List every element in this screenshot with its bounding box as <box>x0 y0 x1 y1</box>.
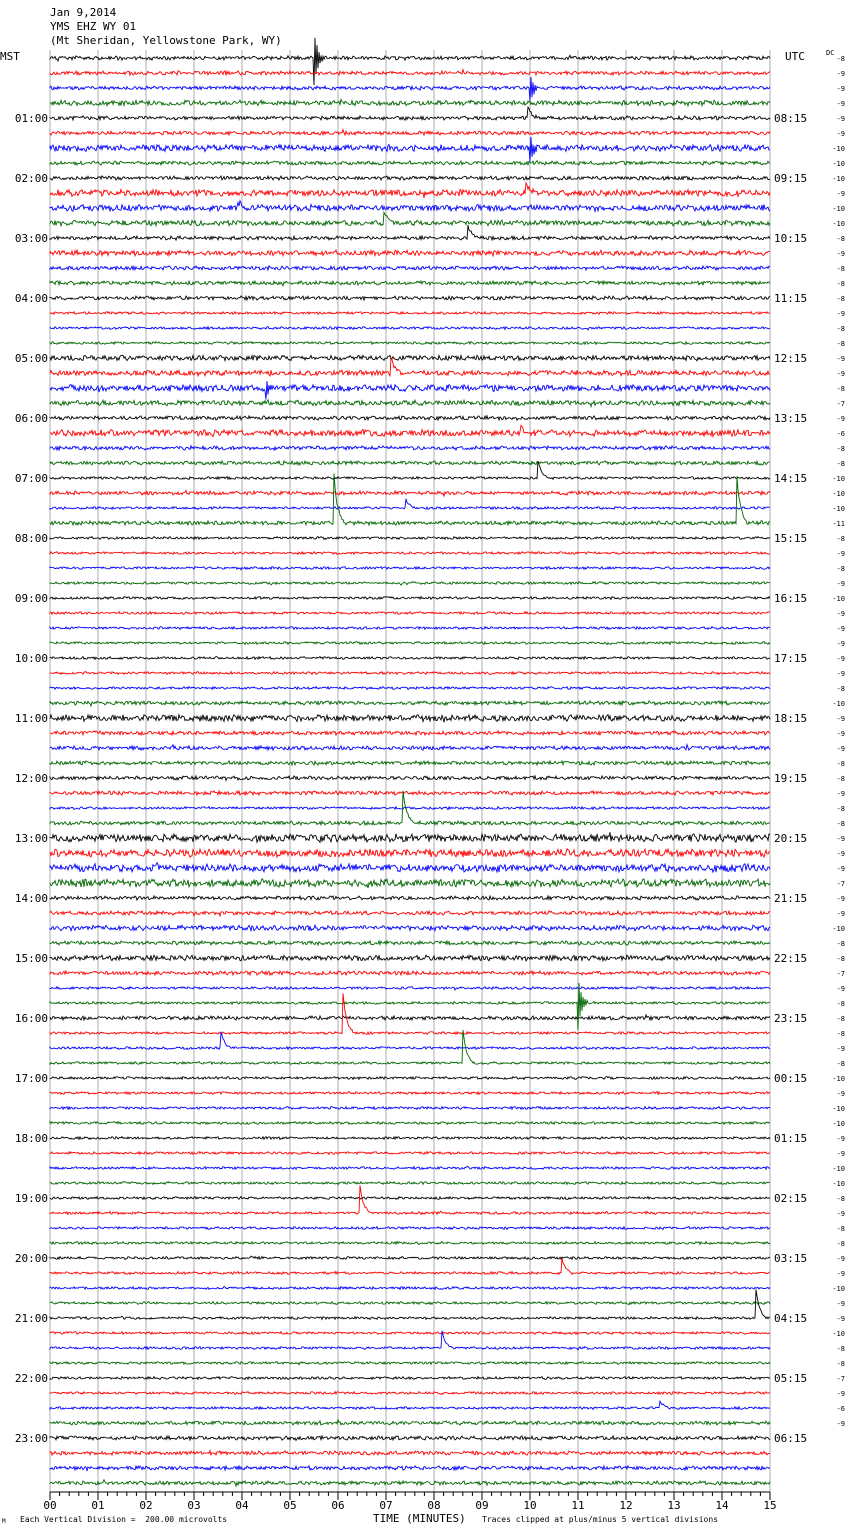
left-hour-label: 16:00 <box>14 1012 48 1025</box>
dc-offset-label: -9 <box>836 250 845 258</box>
trace-line <box>50 1256 770 1259</box>
dc-offset-label: -9 <box>836 1300 845 1308</box>
trace-line <box>50 1107 770 1110</box>
trace-line <box>50 1451 770 1456</box>
right-hour-label: 09:15 <box>774 172 808 185</box>
trace-line <box>50 627 770 630</box>
trace-line <box>50 642 770 645</box>
trace-line <box>50 715 770 723</box>
dc-offset-label: -9 <box>836 625 845 633</box>
dc-offset-label: -8 <box>836 385 845 393</box>
dc-offset-label: -10 <box>832 1120 845 1128</box>
trace-line <box>50 161 770 165</box>
trace-line <box>50 1015 770 1020</box>
left-hour-label: 13:00 <box>14 832 48 845</box>
dc-offset-label: -9 <box>836 580 845 588</box>
left-hour-label: 20:00 <box>14 1252 48 1265</box>
dc-offset-label: -8 <box>836 775 845 783</box>
right-hour-label: 18:15 <box>774 712 808 725</box>
trace-line <box>50 137 770 162</box>
dc-offset-label: -9 <box>836 670 845 678</box>
right-hour-label: 17:15 <box>774 652 808 665</box>
trace-line <box>50 100 770 106</box>
dc-offset-label: -8 <box>836 55 845 63</box>
dc-offset-label: -9 <box>836 850 845 858</box>
dc-offset-label: -8 <box>836 340 845 348</box>
trace-line <box>50 461 770 465</box>
trace-line <box>50 955 770 961</box>
minute-grid <box>50 50 770 1492</box>
trace-line <box>50 1227 770 1230</box>
dc-offset-label: -10 <box>832 1075 845 1083</box>
dc-offset-label: -10 <box>832 925 845 933</box>
trace-line <box>50 342 770 345</box>
right-hour-label: 23:15 <box>774 1012 808 1025</box>
dc-offset-label: -10 <box>832 490 845 498</box>
right-hour-label: 13:15 <box>774 412 808 425</box>
x-tick-label: 15 <box>763 1499 777 1512</box>
trace-line <box>50 70 770 76</box>
dc-offset-label: -8 <box>836 955 845 963</box>
time-axis <box>43 1492 776 1512</box>
dc-offset-label: -8 <box>836 295 845 303</box>
dc-offset-label: -10 <box>832 1180 845 1188</box>
trace-line <box>50 1197 770 1200</box>
left-hour-label: 08:00 <box>14 532 48 545</box>
dc-offset-label: -8 <box>836 805 845 813</box>
trace-line <box>50 552 770 555</box>
trace-line <box>50 1186 770 1215</box>
x-tick-label: 13 <box>667 1499 681 1512</box>
dc-offset-label: -8 <box>836 565 845 573</box>
dc-offset-label: -7 <box>836 970 845 978</box>
right-hour-label: 21:15 <box>774 892 808 905</box>
trace-line <box>50 807 770 810</box>
dc-offset-label: -9 <box>836 745 845 753</box>
trace-line <box>50 1077 770 1080</box>
dc-offset-label: -8 <box>836 460 845 468</box>
dc-offset-label: -9 <box>836 1315 845 1323</box>
seismic-traces <box>50 38 770 1486</box>
dc-offset-label: -8 <box>836 1225 845 1233</box>
trace-line <box>50 687 770 690</box>
dc-offset-label: -10 <box>832 700 845 708</box>
dc-offset-label: -9 <box>836 355 845 363</box>
right-hour-label: 03:15 <box>774 1252 808 1265</box>
x-tick-label: 01 <box>91 1499 105 1512</box>
right-hour-label: 08:15 <box>774 112 808 125</box>
trace-line <box>50 400 770 407</box>
trace-line <box>50 657 770 660</box>
dc-offset-label: -9 <box>836 865 845 873</box>
trace-line <box>50 107 770 120</box>
left-hour-label: 03:00 <box>14 232 48 245</box>
trace-line <box>50 355 770 361</box>
left-timezone-label: MST <box>0 50 20 63</box>
right-hour-label: 15:15 <box>774 532 808 545</box>
trace-line <box>50 612 770 615</box>
trace-line <box>50 176 770 180</box>
dc-offset-label: -10 <box>832 1105 845 1113</box>
dc-offset-label: -9 <box>836 550 845 558</box>
dc-offset-label: -9 <box>836 610 845 618</box>
left-hour-label: 15:00 <box>14 952 48 965</box>
dc-offset-label: -8 <box>836 280 845 288</box>
scale-note: Each Vertical Division = 200.00 microvolts <box>20 1515 228 1524</box>
trace-line <box>50 425 770 436</box>
dc-offset-label: -6 <box>836 430 845 438</box>
dc-offset-label: -8 <box>836 1060 845 1068</box>
dc-offset-label: -9 <box>836 985 845 993</box>
trace-line <box>50 896 770 900</box>
trace-line <box>50 77 770 101</box>
trace-line <box>50 911 770 916</box>
x-tick-label: 11 <box>571 1499 585 1512</box>
dc-offset-label: -10 <box>832 475 845 483</box>
dc-offset-label: -9 <box>836 1255 845 1263</box>
trace-line <box>50 1436 770 1441</box>
dc-offset-label: -9 <box>836 895 845 903</box>
x-tick-label: 00 <box>43 1499 57 1512</box>
trace-line <box>50 381 770 399</box>
x-tick-label: 12 <box>619 1499 633 1512</box>
corner-mark: M <box>2 1518 6 1525</box>
x-tick-label: 06 <box>331 1499 345 1512</box>
dc-offset-label: -9 <box>836 70 845 78</box>
trace-line <box>50 266 770 270</box>
left-hour-label: 01:00 <box>14 112 48 125</box>
x-tick-label: 08 <box>427 1499 441 1512</box>
x-tick-label: 05 <box>283 1499 297 1512</box>
dc-offset-label: -9 <box>836 655 845 663</box>
dc-offset-label: -10 <box>832 1165 845 1173</box>
trace-line <box>50 201 770 212</box>
trace-line <box>50 1362 770 1365</box>
left-hour-label: 02:00 <box>14 172 48 185</box>
left-hour-label: 22:00 <box>14 1372 48 1385</box>
trace-line <box>50 863 770 873</box>
dc-offset-label: -9 <box>836 370 845 378</box>
header-station: YMS EHZ WY 01 <box>50 20 137 33</box>
trace-line <box>50 731 770 735</box>
dc-offset-label: -9 <box>836 1150 845 1158</box>
dc-offset-label: -11 <box>832 520 845 528</box>
dc-offset-label: -9 <box>836 715 845 723</box>
trace-line <box>50 761 770 765</box>
dc-offset-label: -8 <box>836 760 845 768</box>
x-tick-label: 03 <box>187 1499 201 1512</box>
trace-line <box>50 993 770 1034</box>
dc-offset-label: -7 <box>836 1375 845 1383</box>
trace-line <box>50 776 770 781</box>
clip-note: Traces clipped at plus/minus 5 vertical divisions <box>482 1515 719 1524</box>
dc-offset-label: -9 <box>836 1270 845 1278</box>
right-hour-label: 19:15 <box>774 772 808 785</box>
dc-offset-label: -9 <box>836 85 845 93</box>
trace-line <box>50 567 770 570</box>
dc-offset-label: -9 <box>836 640 845 648</box>
trace-line <box>50 416 770 420</box>
x-tick-label: 04 <box>235 1499 249 1512</box>
trace-line <box>50 941 770 945</box>
dc-offset-label: -8 <box>836 1360 845 1368</box>
dc-offset-label: -9 <box>836 1420 845 1428</box>
trace-line <box>50 672 770 675</box>
trace-line <box>50 1122 770 1125</box>
left-hour-label: 14:00 <box>14 892 48 905</box>
right-hour-label: 00:15 <box>774 1072 808 1085</box>
dc-offset-label: -10 <box>832 1285 845 1293</box>
trace-line <box>50 987 770 990</box>
x-axis-title: TIME (MINUTES) <box>373 1512 466 1525</box>
x-tick-label: 10 <box>523 1499 537 1512</box>
dc-offset-label: -8 <box>836 1030 845 1038</box>
dc-offset-label: -8 <box>836 1015 845 1023</box>
dc-offset-label: -8 <box>836 940 845 948</box>
trace-line <box>50 1302 770 1305</box>
dc-offset-label: -9 <box>836 1390 845 1398</box>
dc-offset-label: -9 <box>836 310 845 318</box>
header-date: Jan 9,2014 <box>50 6 117 19</box>
trace-line <box>50 1392 770 1395</box>
trace-line <box>50 537 770 540</box>
trace-line <box>50 701 770 706</box>
trace-line <box>50 791 770 795</box>
right-hour-label: 10:15 <box>774 232 808 245</box>
right-hour-label: 14:15 <box>774 472 808 485</box>
dc-offset-label: -8 <box>836 325 845 333</box>
right-hour-label: 11:15 <box>774 292 808 305</box>
right-timezone-label: UTC <box>785 50 805 63</box>
trace-line <box>50 1420 770 1425</box>
right-hour-label: 06:15 <box>774 1432 808 1445</box>
trace-line <box>50 1258 770 1274</box>
trace-line <box>50 1167 770 1170</box>
x-tick-label: 09 <box>475 1499 489 1512</box>
trace-line <box>50 1290 770 1320</box>
left-hour-label: 07:00 <box>14 472 48 485</box>
dc-offset-label: -10 <box>832 505 845 513</box>
trace-line <box>50 281 770 286</box>
dc-offset-label: -9 <box>836 190 845 198</box>
right-hour-label: 02:15 <box>774 1192 808 1205</box>
dc-offset-label: -9 <box>836 100 845 108</box>
dc-offset-label: -7 <box>836 880 845 888</box>
dc-offset-label: -8 <box>836 235 845 243</box>
trace-line <box>50 1137 770 1140</box>
trace-line <box>50 130 770 136</box>
dc-offset-label: -8 <box>836 1195 845 1203</box>
trace-line <box>50 1182 770 1185</box>
trace-line <box>50 983 770 1030</box>
right-hour-label: 04:15 <box>774 1312 808 1325</box>
x-tick-label: 07 <box>379 1499 393 1512</box>
dc-offset-label: -7 <box>836 400 845 408</box>
x-tick-label: 02 <box>139 1499 153 1512</box>
dc-offset-label: -9 <box>836 415 845 423</box>
trace-line <box>50 312 770 315</box>
right-hour-label: 16:15 <box>774 592 808 605</box>
dc-offset-label: -9 <box>836 730 845 738</box>
left-hour-label: 10:00 <box>14 652 48 665</box>
trace-line <box>50 1287 770 1290</box>
dc-offset-label: -9 <box>836 1210 845 1218</box>
trace-line <box>50 1152 770 1155</box>
dc-offset-label: -9 <box>836 1090 845 1098</box>
left-hour-label: 21:00 <box>14 1312 48 1325</box>
x-tick-label: 14 <box>715 1499 729 1512</box>
dc-offset-label: -8 <box>836 535 845 543</box>
trace-line <box>50 225 770 240</box>
trace-line <box>50 597 770 600</box>
trace-line <box>50 358 770 376</box>
right-hour-label: 12:15 <box>774 352 808 365</box>
trace-line <box>50 832 770 842</box>
dc-offset-label: -8 <box>836 1000 845 1008</box>
trace-line <box>50 1401 770 1409</box>
left-hour-label: 06:00 <box>14 412 48 425</box>
dc-offset-label: -9 <box>836 910 845 918</box>
left-hour-label: 04:00 <box>14 292 48 305</box>
left-hour-label: 17:00 <box>14 1072 48 1085</box>
dc-offset-label: -10 <box>832 160 845 168</box>
dc-offset-label: -6 <box>836 1405 845 1413</box>
dc-offset-label: -10 <box>832 220 845 228</box>
dc-offset-label: -9 <box>836 1135 845 1143</box>
left-hour-label: 19:00 <box>14 1192 48 1205</box>
dc-offset-label: -10 <box>832 145 845 153</box>
right-hour-label: 22:15 <box>774 952 808 965</box>
left-hour-label: 23:00 <box>14 1432 48 1445</box>
trace-line <box>50 183 770 198</box>
trace-line <box>50 446 770 450</box>
trace-line <box>50 327 770 330</box>
dc-offset-label: -10 <box>832 175 845 183</box>
dc-offset-label: -9 <box>836 115 845 123</box>
trace-line <box>50 296 770 300</box>
trace-line <box>50 1480 770 1486</box>
right-hour-label: 05:15 <box>774 1372 808 1385</box>
trace-line <box>50 474 770 526</box>
trace-line <box>50 1332 770 1335</box>
trace-line <box>50 1030 770 1064</box>
dc-offset-label: -8 <box>836 1240 845 1248</box>
dc-offset-label: -9 <box>836 835 845 843</box>
trace-line <box>50 250 770 256</box>
hour-labels <box>15 55 845 1445</box>
trace-line <box>50 879 770 888</box>
left-hour-label: 05:00 <box>14 352 48 365</box>
trace-line <box>50 849 770 857</box>
dc-offset-label: -8 <box>836 1345 845 1353</box>
trace-line <box>50 212 770 225</box>
right-hour-label: 01:15 <box>774 1132 808 1145</box>
dc-offset-label: -10 <box>832 205 845 213</box>
left-hour-label: 11:00 <box>14 712 48 725</box>
dc-offset-label: -9 <box>836 1045 845 1053</box>
trace-line <box>50 1466 770 1471</box>
trace-line <box>50 499 770 510</box>
dc-label: DC <box>826 49 835 57</box>
trace-line <box>50 745 770 751</box>
trace-line <box>50 1377 770 1380</box>
dc-offset-label: -8 <box>836 685 845 693</box>
trace-line <box>50 971 770 975</box>
trace-line <box>50 490 770 496</box>
trace-line <box>50 1242 770 1245</box>
dc-offset-label: -9 <box>836 790 845 798</box>
dc-offset-label: -8 <box>836 265 845 273</box>
left-hour-label: 18:00 <box>14 1132 48 1145</box>
trace-line <box>50 1091 770 1094</box>
left-hour-label: 09:00 <box>14 592 48 605</box>
dc-offset-label: -8 <box>836 445 845 453</box>
header-location: (Mt Sheridan, Yellowstone Park, WY) <box>50 34 282 47</box>
dc-offset-label: -10 <box>832 595 845 603</box>
dc-offset-label: -8 <box>836 820 845 828</box>
right-hour-label: 20:15 <box>774 832 808 845</box>
trace-line <box>50 582 770 586</box>
dc-offset-label: -10 <box>832 1330 845 1338</box>
trace-line <box>50 925 770 931</box>
left-hour-label: 12:00 <box>14 772 48 785</box>
dc-offset-label: -9 <box>836 130 845 138</box>
